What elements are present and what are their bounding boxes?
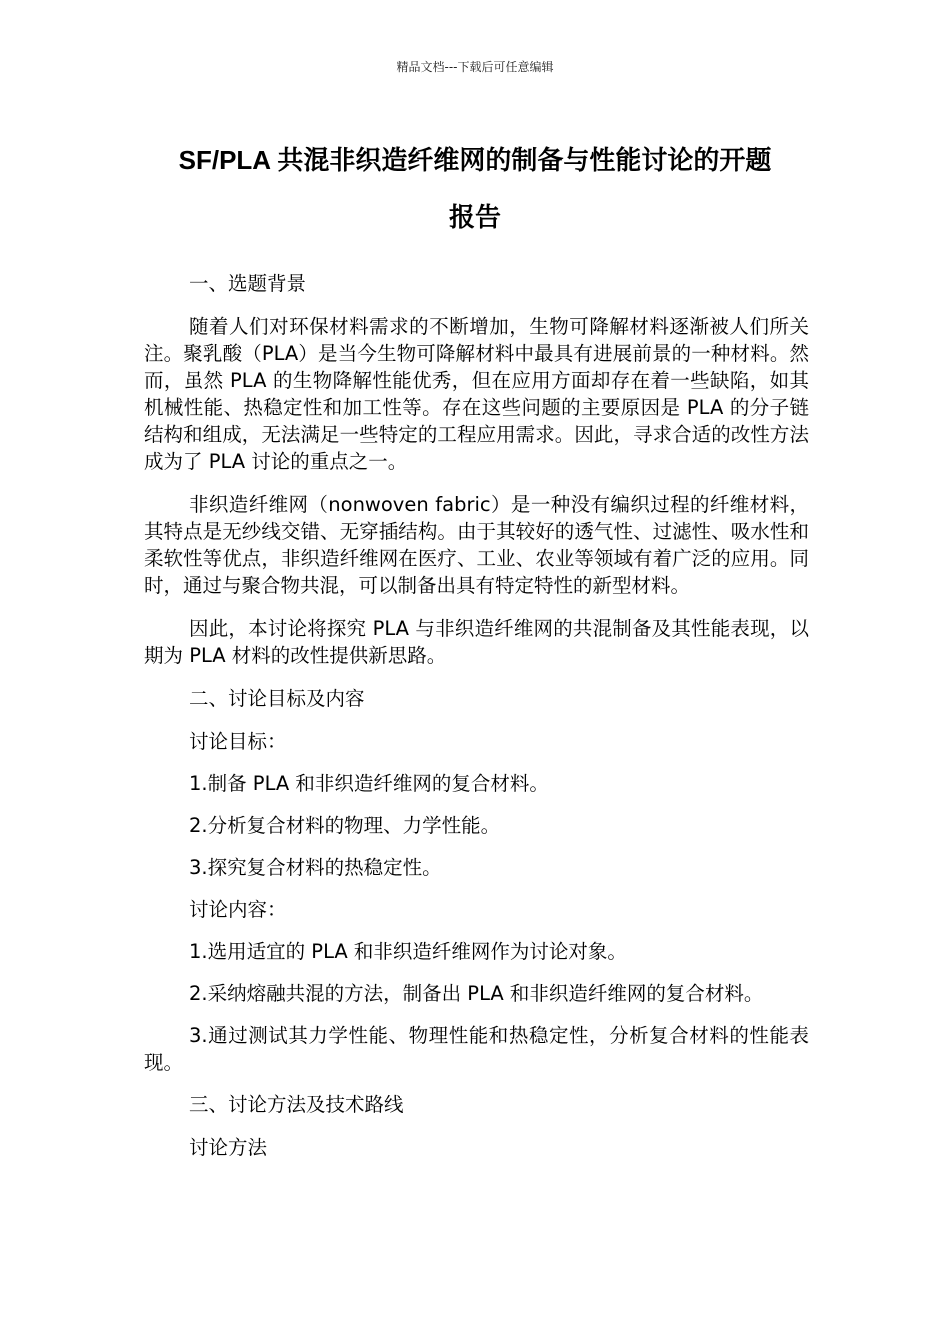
header-note: 精品文档---下载后可任意编辑: [396, 60, 554, 74]
content-item-3: 3.通过测试其力学性能、物理性能和热稳定性，分析复合材料的性能表现。: [144, 1024, 809, 1074]
goal-item-1: 1.制备 PLA 和非织造纤维网的复合材料。: [189, 772, 549, 795]
section-3-heading: 三、讨论方法及技术路线: [189, 1093, 404, 1116]
document-title-line-1: SF/PLA 共混非织造纤维网的制备与性能讨论的开题: [178, 145, 772, 175]
section-1-paragraph-1: 随着人们对环保材料需求的不断增加，生物可降解材料逐渐被人们所关注。聚乳酸（PLA）是当今生物可降解材料中最具有进展前景的一种材料。然而，虽然 PLA 的生物降解性能优秀，但在应用方面却存在着一些缺陷，如其机械性能、热稳定性和加工性等。存在这些问题的主要原因是 PLA 的分子链结构和组成，无法满足一些特定的工程应用需求。因此，寻求合适的改性方法成为了 PLA 讨论的重点之一。: [144, 315, 809, 473]
document-title-line-2: 报告: [448, 202, 501, 232]
section-2-heading: 二、讨论目标及内容: [189, 687, 365, 710]
content-item-2: 2.采纳熔融共混的方法，制备出 PLA 和非织造纤维网的复合材料。: [189, 982, 764, 1005]
goal-item-2: 2.分析复合材料的物理、力学性能。: [189, 814, 501, 837]
section-1-paragraph-3: 因此，本讨论将探究 PLA 与非织造纤维网的共混制备及其性能表现，以期为 PLA 材料的改性提供新思路。: [144, 617, 809, 667]
section-1-heading: 一、选题背景: [189, 272, 307, 295]
method-label: 讨论方法: [189, 1136, 268, 1159]
goal-item-3: 3.探究复合材料的热稳定性。: [189, 856, 442, 879]
section-1-paragraph-2: 非织造纤维网（nonwoven fabric）是一种没有编织过程的纤维材料，其特点是无纱线交错、无穿插结构。由于其较好的透气性、过滤性、吸水性和柔软性等优点，非织造纤维网在医疗、工业、农业等领域有着广泛的应用。同时，通过与聚合物共混，可以制备出具有特定特性的新型材料。: [144, 493, 809, 597]
content-label: 讨论内容：: [189, 898, 287, 921]
document-body: [144, 270, 809, 1176]
content-item-1: 1.选用适宜的 PLA 和非织造纤维网作为讨论对象。: [189, 940, 627, 963]
goals-label: 讨论目标：: [189, 730, 287, 753]
